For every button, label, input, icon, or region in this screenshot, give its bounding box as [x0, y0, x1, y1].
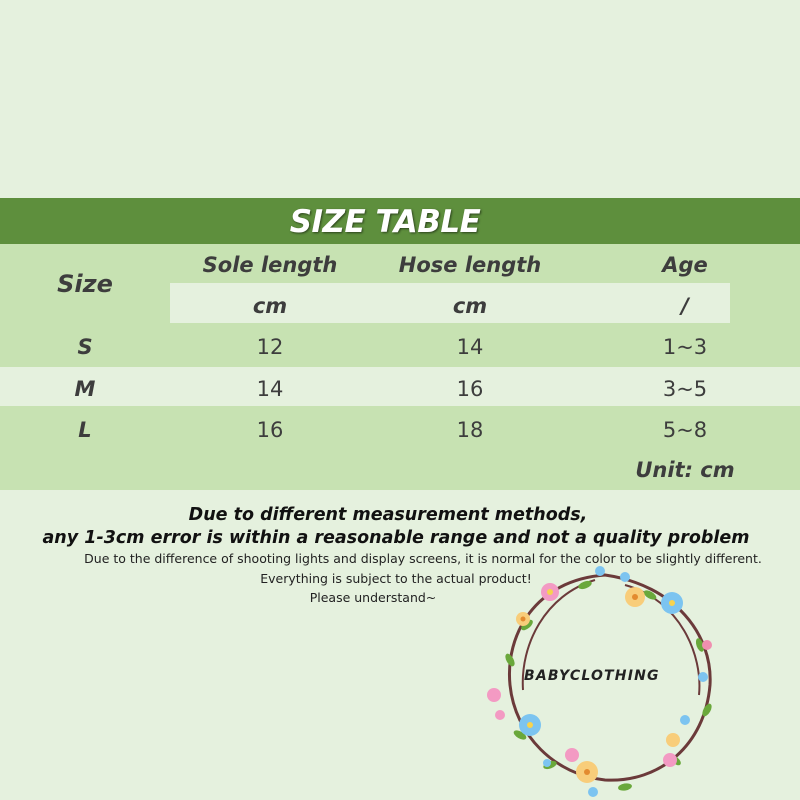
row-size-m: M: [74, 377, 96, 401]
column-unit-sole: cm: [252, 294, 288, 318]
row-l-age: 5~8: [662, 418, 708, 442]
row-s-age: 1~3: [662, 335, 708, 359]
flower-icon-yellow-top: [625, 587, 645, 607]
note-color-difference: Due to the difference of shooting lights and display screens, it is normal for the color to be slightly different.: [84, 551, 762, 566]
row-size-l: L: [78, 418, 92, 442]
flower-icon-yellow-left: [516, 612, 530, 626]
unit-note: Unit: cm: [635, 458, 735, 482]
flower-icon-yellow-bottom: [576, 761, 598, 783]
row-l-sole-length: 16: [256, 418, 284, 442]
row-s-sole-length: 12: [256, 335, 284, 359]
note-measurement-line1: Due to different measurement methods,: [188, 505, 588, 525]
size-header: Size: [57, 270, 113, 298]
flower-icon-blue-top: [661, 592, 683, 614]
note-please-understand: Please understand~: [309, 590, 437, 605]
flower-icon-pink-bud: [702, 640, 712, 650]
row-s-hose-length: 14: [456, 335, 484, 359]
column-unit-hose: cm: [452, 294, 488, 318]
row-size-s: S: [77, 335, 93, 359]
row-m-hose-length: 16: [456, 377, 484, 401]
row-m-age: 3~5: [662, 377, 708, 401]
row-l-hose-length: 18: [456, 418, 484, 442]
flower-icon-blue-small: [595, 566, 630, 582]
note-measurement-line2: any 1-3cm error is within a reasonable range and not a quality problem: [42, 528, 750, 548]
flower-icon-pink-top: [541, 583, 559, 601]
note-actual-product: Everything is subject to the actual product!: [260, 571, 532, 586]
column-header-sole-length: Sole length: [202, 253, 338, 277]
column-header-hose-length: Hose length: [398, 253, 542, 277]
logo-text-babyclothing: BABYCLOTHING: [524, 668, 660, 684]
row-m-sole-length: 14: [256, 377, 284, 401]
column-unit-age: /: [681, 294, 689, 318]
flower-icon-blue-left: [519, 714, 541, 736]
column-header-age: Age: [662, 253, 708, 277]
flower-icon-pink-left: [487, 688, 505, 720]
size-table-title: SIZE TABLE: [289, 204, 481, 240]
